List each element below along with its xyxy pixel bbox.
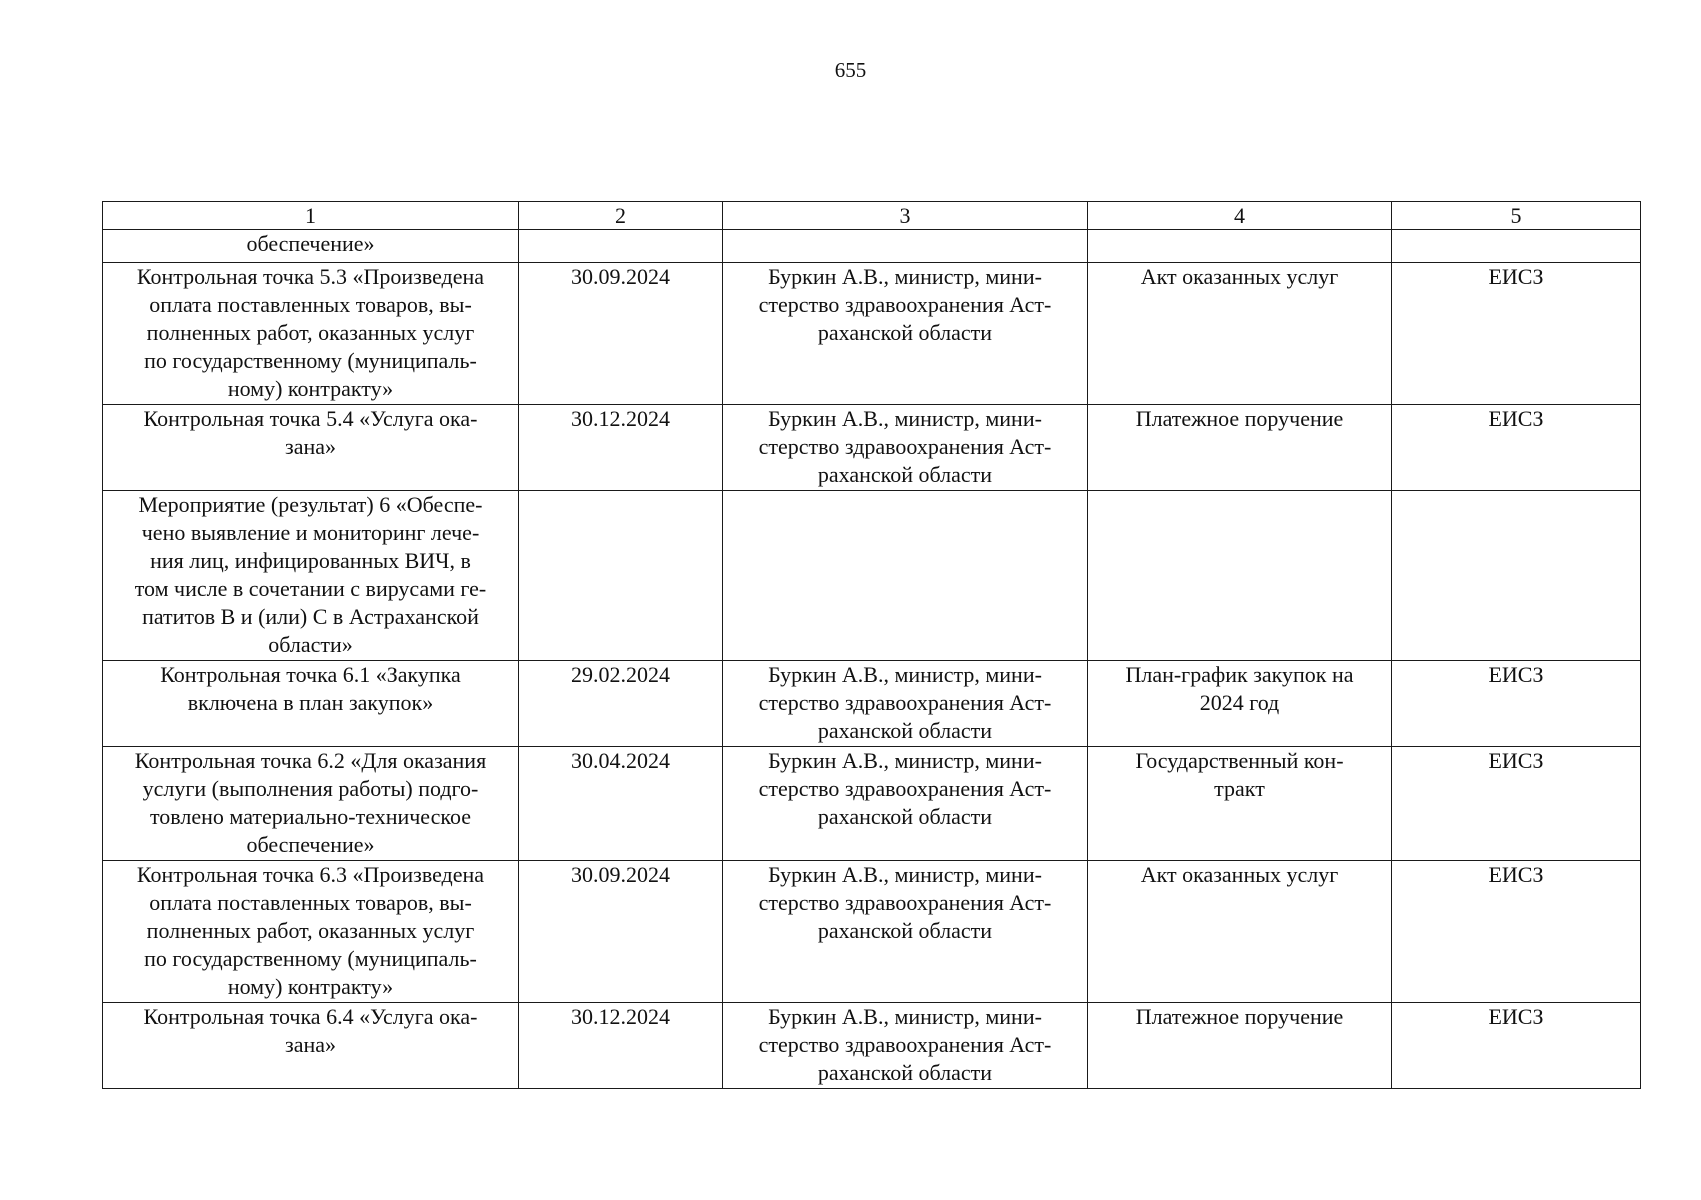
row-title: Контрольная точка 6.4 «Услуга ока- зана» bbox=[143, 1004, 478, 1057]
deadline-cell bbox=[519, 661, 723, 747]
column-number-1: 1 bbox=[103, 202, 519, 230]
deadline-cell bbox=[519, 263, 723, 405]
system-cell bbox=[1392, 661, 1641, 747]
row-title: Контрольная точка 6.2 «Для оказания услуги (выполнения работы) подго- товлено материально-техническое обеспечение» bbox=[134, 748, 487, 857]
responsible-cell bbox=[723, 230, 1088, 263]
document-type: Государственный кон- тракт bbox=[1135, 748, 1344, 801]
document-type: Акт оказанных услуг bbox=[1140, 862, 1339, 887]
table-row bbox=[103, 1003, 1641, 1089]
row-title: Контрольная точка 6.1 «Закупка включена в план закупок» bbox=[160, 662, 461, 715]
info-system: ЕИСЗ bbox=[1488, 748, 1544, 773]
document-type: Платежное поручение bbox=[1135, 1004, 1344, 1029]
document-type: Акт оказанных услуг bbox=[1140, 264, 1339, 289]
info-system: ЕИСЗ bbox=[1488, 264, 1544, 289]
table-row bbox=[103, 861, 1641, 1003]
row-title-cell bbox=[103, 861, 519, 1003]
row-title-cell bbox=[103, 263, 519, 405]
document-cell bbox=[1088, 230, 1392, 263]
responsible: Буркин А.В., министр, мини- стерство здравоохранения Аст- раханской области bbox=[758, 264, 1052, 345]
deadline: 30.09.2024 bbox=[571, 264, 670, 289]
responsible-cell bbox=[723, 747, 1088, 861]
responsible: Буркин А.В., министр, мини- стерство здравоохранения Аст- раханской области bbox=[758, 1004, 1052, 1085]
row-title: Контрольная точка 6.3 «Произведена оплата поставленных товаров, вы- полненных работ, оказанных услуг по государственному (муниципаль- ному) контракту» bbox=[136, 862, 485, 999]
responsible-cell bbox=[723, 861, 1088, 1003]
column-number-2: 2 bbox=[519, 202, 723, 230]
deadline: 30.12.2024 bbox=[571, 1004, 670, 1029]
control-points-table bbox=[102, 201, 1641, 1089]
row-title: Контрольная точка 5.3 «Произведена оплата поставленных товаров, вы- полненных работ, оказанных услуг по государственному (муниципаль- ному) контракту» bbox=[136, 264, 485, 401]
deadline-cell bbox=[519, 747, 723, 861]
row-title-cell bbox=[103, 405, 519, 491]
info-system: ЕИСЗ bbox=[1488, 1004, 1544, 1029]
responsible-cell bbox=[723, 1003, 1088, 1089]
column-number-5: 5 bbox=[1392, 202, 1641, 230]
info-system: ЕИСЗ bbox=[1488, 862, 1544, 887]
responsible: Буркин А.В., министр, мини- стерство здравоохранения Аст- раханской области bbox=[758, 662, 1052, 743]
row-title: Мероприятие (результат) 6 «Обеспе- чено выявление и мониторинг лече- ния лиц, инфицированных ВИЧ, в том числе в сочетании с вирусами ге- патитов В и (или) С в Астраханской области» bbox=[134, 492, 487, 657]
document-cell bbox=[1088, 405, 1392, 491]
system-cell bbox=[1392, 491, 1641, 661]
deadline-cell bbox=[519, 1003, 723, 1089]
row-title-cell bbox=[103, 747, 519, 861]
system-cell bbox=[1392, 230, 1641, 263]
row-title-cell bbox=[103, 1003, 519, 1089]
document-cell bbox=[1088, 263, 1392, 405]
column-number-row bbox=[103, 202, 1641, 230]
responsible-cell bbox=[723, 491, 1088, 661]
row-title: Контрольная точка 5.4 «Услуга ока- зана» bbox=[143, 406, 478, 459]
table-row bbox=[103, 405, 1641, 491]
responsible-cell bbox=[723, 405, 1088, 491]
document-cell bbox=[1088, 661, 1392, 747]
system-cell bbox=[1392, 861, 1641, 1003]
deadline-cell bbox=[519, 230, 723, 263]
deadline: 30.12.2024 bbox=[571, 406, 670, 431]
table-row bbox=[103, 491, 1641, 661]
info-system: ЕИСЗ bbox=[1488, 662, 1544, 687]
responsible: Буркин А.В., министр, мини- стерство здравоохранения Аст- раханской области bbox=[758, 406, 1052, 487]
deadline: 30.04.2024 bbox=[571, 748, 670, 773]
deadline: 30.09.2024 bbox=[571, 862, 670, 887]
system-cell bbox=[1392, 263, 1641, 405]
table-row bbox=[103, 747, 1641, 861]
document-cell bbox=[1088, 747, 1392, 861]
table-row bbox=[103, 263, 1641, 405]
row-title: обеспечение» bbox=[246, 231, 375, 256]
info-system: ЕИСЗ bbox=[1488, 406, 1544, 431]
system-cell bbox=[1392, 747, 1641, 861]
responsible: Буркин А.В., министр, мини- стерство здравоохранения Аст- раханской области bbox=[758, 862, 1052, 943]
row-title-cell bbox=[103, 491, 519, 661]
responsible-cell bbox=[723, 661, 1088, 747]
page-number: 655 bbox=[834, 58, 867, 82]
deadline: 29.02.2024 bbox=[571, 662, 670, 687]
row-title-cell bbox=[103, 661, 519, 747]
system-cell bbox=[1392, 1003, 1641, 1089]
row-title-cell bbox=[103, 230, 519, 263]
deadline-cell bbox=[519, 861, 723, 1003]
document-type: План-график закупок на 2024 год bbox=[1125, 662, 1354, 715]
table-row bbox=[103, 661, 1641, 747]
document-cell bbox=[1088, 1003, 1392, 1089]
table-row bbox=[103, 230, 1641, 263]
document-cell bbox=[1088, 861, 1392, 1003]
document-cell bbox=[1088, 491, 1392, 661]
document-type: Платежное поручение bbox=[1135, 406, 1344, 431]
responsible: Буркин А.В., министр, мини- стерство здравоохранения Аст- раханской области bbox=[758, 748, 1052, 829]
deadline-cell bbox=[519, 405, 723, 491]
deadline-cell bbox=[519, 491, 723, 661]
responsible-cell bbox=[723, 263, 1088, 405]
system-cell bbox=[1392, 405, 1641, 491]
column-number-4: 4 bbox=[1088, 202, 1392, 230]
column-number-3: 3 bbox=[723, 202, 1088, 230]
